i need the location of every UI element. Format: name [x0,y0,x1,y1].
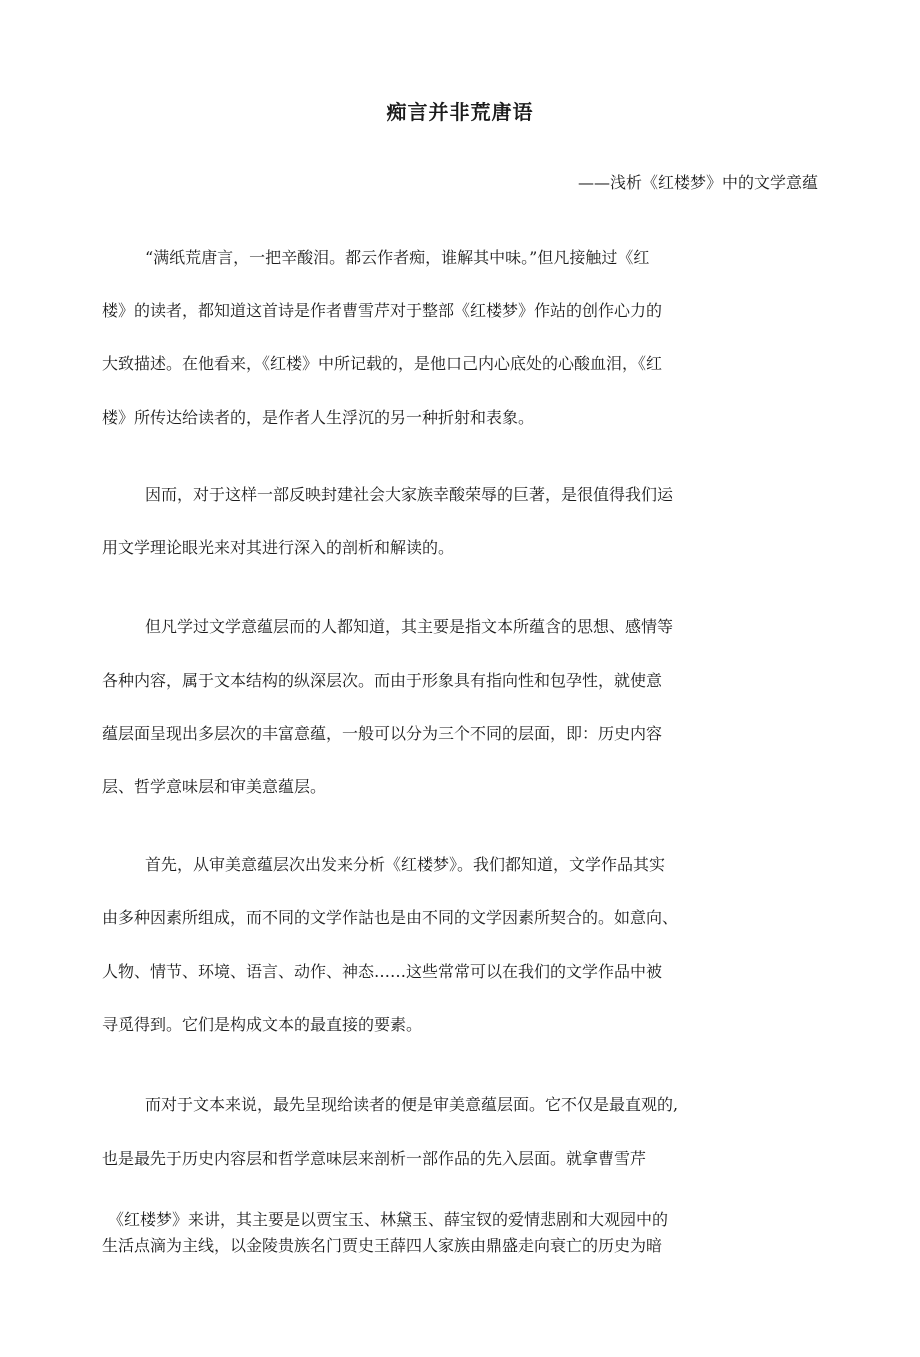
paragraph-line: 但凡学过文学意蕴层而的人都知道，其主要是指文本所蕴含的思想、感情等 [145,617,674,636]
paragraph-line: 蕴层面呈现出多层次的丰富意蕴，一般可以分为三个不同的层面，即：历史内容 [102,724,663,743]
paragraph-line: 层、哲学意味层和审美意蕴层。 [102,777,327,796]
paragraph-line: 用文学理论眼光来对其进行深入的剖析和解读的。 [102,538,455,557]
paragraph-line: 人物、情节、环境、语言、动作、神态……这些常常可以在我们的文学作品中被 [102,962,663,981]
paragraph-line: 大致描述。在他看来，《红楼》中所记载的，是他口己内心底处的心酸血泪，《红 [102,354,663,373]
paragraph-line: 由多种因素所组成，而不同的文学作詁也是由不同的文学因素所契合的。如意向、 [102,908,679,927]
paragraph-line: 楼》所传达给读者的，是作者人生浮沉的另一种折射和表象。 [102,408,535,427]
paragraph-line: 寻觅得到。它们是构成文本的最直接的要素。 [102,1015,423,1034]
document-title: 痴言并非荒唐语 [386,100,534,124]
paragraph-line: 生活点滴为主线，以金陵贵族名门贾史王薛四人家族由鼎盛走向衰亡的历史为暗 [102,1236,663,1255]
paragraph-line: 也是最先于历史内容层和哲学意味层来剖析一部作品的先入层面。就拿曹雪芹 [102,1149,647,1168]
paragraph-line: 各种内容，属于文本结构的纵深层次。而由于形象具有指向性和包孕性，就使意 [102,671,663,690]
paragraph-line: 而对于文本来说，最先呈现给读者的便是审美意蕴层面。它不仅是最直观的, [145,1095,679,1114]
paragraph-line: 因而，对于这样一部反映封建社会大家族幸酸荣辱的巨著，是很值得我们运 [145,485,674,504]
paragraph-line: 首先，从审美意蕴层次出发来分析《红楼梦》。我们都知道，文学作品其实 [145,855,666,874]
document-subtitle: ——浅析《红楼梦》中的文学意蕴 [577,173,818,192]
paragraph-line: “满纸荒唐言，一把辛酸泪。都云作者痴，谁解其中味。”但凡接触过《红 [145,248,650,267]
paragraph-line: 《红楼梦》来讲，其主要是以贾宝玉、林黛玉、薛宝钗的爱情悲剧和大观园中的 [108,1210,669,1229]
paragraph-line: 楼》的读者，都知道这首诗是作者曹雪芹对于整部《红楼梦》作站的创作心力的 [102,301,663,320]
